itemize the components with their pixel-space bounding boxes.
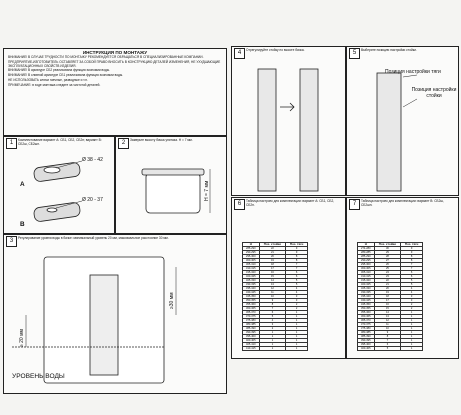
- table-cell: 395-400: [358, 343, 375, 347]
- valve-left: [258, 69, 276, 191]
- table-cell: 1: [286, 343, 308, 347]
- table-cell: 1: [401, 343, 423, 347]
- table-cell: 13: [374, 315, 401, 319]
- table-cell: 360-365: [243, 307, 260, 311]
- table-cell: 6: [401, 275, 423, 279]
- instruction-paragraph: ПРЕДПРИЯТИЕ-ИЗГОТОВИТЕЛЬ ОСТАВЛЯЕТ ЗА СОБОЙ ПРАВО ВНОСИТЬ В КОНСТРУКЦИЮ ДЕТАЛЕЙ ИЗМЕНЕНИЯ, НЕ УХУДШАЮЩИЕ ЭКСПЛУАТАЦИОННЫХ СВОЙСТВ ИЗДЕЛИЯ.: [8, 59, 221, 68]
- table-cell: 2: [401, 303, 423, 307]
- table-cell: 1: [401, 339, 423, 343]
- table-cell: 3: [401, 299, 423, 303]
- table-cell: 20: [259, 255, 286, 259]
- table-cell: 21: [374, 283, 401, 287]
- table-cell: 295-300: [358, 263, 375, 267]
- step-5-panel: [346, 46, 459, 196]
- table-header: H: [243, 243, 260, 247]
- table-cell: 355-360: [358, 311, 375, 315]
- table-cell: 360-365: [358, 315, 375, 319]
- table-cell: 1: [286, 311, 308, 315]
- settings-table-b: [357, 242, 423, 351]
- table-cell: 14: [259, 279, 286, 283]
- table-cell: 320-325: [358, 283, 375, 287]
- step-6-panel: [231, 197, 346, 359]
- table-cell: 2: [259, 327, 286, 331]
- table-cell: 2: [286, 303, 308, 307]
- instruction-paragraph: ПРИМЕЧАНИЕ: в ходе монтажа следите за чистотой деталей.: [8, 82, 101, 87]
- table-cell: 1: [286, 319, 308, 323]
- table-cell: 4: [286, 287, 308, 291]
- step-7-panel: [346, 197, 459, 359]
- table-cell: 305-310: [358, 271, 375, 275]
- table-cell: 340-345: [358, 299, 375, 303]
- step-2-drawing: [116, 137, 227, 234]
- table-cell: 6: [286, 275, 308, 279]
- dimension-h: H = 7 мм: [204, 180, 210, 201]
- table-cell: 380-385: [358, 331, 375, 335]
- dimension-20: ≥ 20 мм: [19, 329, 25, 347]
- valve-body: [377, 73, 401, 191]
- table-cell: 380-385: [243, 323, 260, 327]
- table-cell: 8: [374, 335, 401, 339]
- table-header: Поз. стойки: [259, 243, 286, 247]
- step-number: 7: [349, 199, 360, 210]
- table-cell: 350-355: [243, 299, 260, 303]
- table-cell: 8: [286, 255, 308, 259]
- step-1-panel: [3, 136, 115, 234]
- table-cell: 295-300: [243, 255, 260, 259]
- table-cell: 1: [286, 335, 308, 339]
- table-cell: 16: [259, 271, 286, 275]
- table-cell: 5: [286, 283, 308, 287]
- table-cell: 335-340: [243, 287, 260, 291]
- dimension-30: ≥30 мм: [169, 292, 175, 309]
- step-3-text: Регулирование уровня воды в бачке: минимальный уровень 20 мм, максимальное расстояние 30 мм.: [18, 236, 169, 240]
- tank-lid: [142, 169, 204, 175]
- table-cell: 30: [374, 247, 401, 251]
- table-cell: 8: [401, 259, 423, 263]
- step-4-panel: [231, 46, 346, 196]
- table-cell: 1: [401, 323, 423, 327]
- table-cell: 19: [259, 259, 286, 263]
- table-cell: 3: [259, 323, 286, 327]
- table-cell: 9: [374, 331, 401, 335]
- table-cell: 9: [286, 247, 308, 251]
- table-cell: 6: [401, 271, 423, 275]
- step-2-panel: [115, 136, 227, 234]
- table-cell: 390-395: [358, 339, 375, 343]
- table-cell: 22: [374, 279, 401, 283]
- table-cell: 23: [374, 275, 401, 279]
- table-cell: 6: [286, 271, 308, 275]
- table-cell: 7: [286, 267, 308, 271]
- instruction-paragraph: ВНИМАНИЕ! В арматуре СБ2 реализована функция экономии воды.: [8, 68, 110, 73]
- dimension-a: Ø 38 - 42: [82, 157, 103, 163]
- table-cell: 355-360: [243, 303, 260, 307]
- table-cell: 325-330: [358, 287, 375, 291]
- table-cell: 4: [286, 291, 308, 295]
- table-cell: 1: [286, 327, 308, 331]
- table-cell: 19: [374, 291, 401, 295]
- table-cell: 9: [286, 251, 308, 255]
- part-b-shape: [33, 202, 81, 222]
- table-cell: 274-280: [358, 247, 375, 251]
- table-cell: 16: [374, 303, 401, 307]
- table-header: Поз. тяги: [401, 243, 423, 247]
- table-cell: 305-310: [243, 263, 260, 267]
- table-cell: 365-370: [243, 311, 260, 315]
- table-cell: 9: [401, 251, 423, 255]
- valve-body: [90, 275, 118, 375]
- table-cell: 15: [374, 307, 401, 311]
- table-cell: 6: [374, 343, 401, 347]
- table-cell: 1: [401, 347, 423, 351]
- instructions-title: ИНСТРУКЦИЯ ПО МОНТАЖУ: [82, 50, 148, 55]
- instruction-paragraph: ВНИМАНИЕ! В сливной арматуре СБ1 реализована функция экономии воды.: [8, 73, 124, 78]
- table-cell: 17: [259, 267, 286, 271]
- table-cell: 2: [286, 307, 308, 311]
- table-cell: 400-405: [243, 339, 260, 343]
- table-cell: 18: [259, 263, 286, 267]
- label-b: B: [20, 221, 25, 228]
- table-cell: 395-400: [243, 335, 260, 339]
- table-cell: 5: [401, 283, 423, 287]
- table-cell: 385-390: [243, 327, 260, 331]
- table-cell: 7: [401, 267, 423, 271]
- table-cell: 29: [374, 251, 401, 255]
- settings-table-a: [242, 242, 308, 351]
- adjust-arrow: [280, 103, 294, 111]
- table-cell: 1: [259, 335, 286, 339]
- table-cell: 11: [259, 291, 286, 295]
- table-cell: 370-375: [243, 315, 260, 319]
- table-cell: 1: [259, 347, 286, 351]
- part-b-hole: [47, 208, 57, 212]
- table-cell: 10: [259, 295, 286, 299]
- stand-position-label: Позиция настройки стойки: [411, 87, 457, 99]
- table-cell: 10: [374, 327, 401, 331]
- table-cell: 345-350: [243, 295, 260, 299]
- dimension-b: Ø 20 - 37: [82, 197, 103, 203]
- step-number: 3: [6, 236, 17, 247]
- table-cell: 280-285: [358, 251, 375, 255]
- table-cell: 7: [374, 339, 401, 343]
- table-cell: 1: [259, 343, 286, 347]
- step-5-text: Выберите позицию настройки стойки.: [361, 48, 417, 52]
- table-row: [243, 347, 308, 351]
- step-number: 2: [118, 138, 129, 149]
- table-cell: 1: [401, 331, 423, 335]
- table-cell: 12: [374, 319, 401, 323]
- table-cell: 315-320: [243, 271, 260, 275]
- step-number: 6: [234, 199, 245, 210]
- table-cell: 345-350: [358, 303, 375, 307]
- step-7-text: Таблица настроек для комплектации: вариант В: СБ2ш, СБ2шн.: [361, 199, 444, 207]
- table-cell: 1: [286, 315, 308, 319]
- table-header: Поз. стойки: [374, 243, 401, 247]
- instructions-panel: [3, 48, 227, 136]
- table-cell: 325-330: [243, 279, 260, 283]
- table-row: [358, 347, 423, 351]
- step-number: 1: [6, 138, 17, 149]
- table-cell: 11: [374, 323, 401, 327]
- table-cell: 12: [259, 287, 286, 291]
- table-header: Поз. тяги: [286, 243, 308, 247]
- table-cell: 310-315: [358, 275, 375, 279]
- table-cell: 8: [286, 259, 308, 263]
- step-2-text: Замерьте высоту бачка унитаза. Н = 7 мм.: [130, 138, 193, 142]
- table-cell: 290-295: [358, 259, 375, 263]
- table-cell: 385-390: [358, 335, 375, 339]
- table-cell: 375-380: [358, 327, 375, 331]
- table-cell: 1: [401, 311, 423, 315]
- table-cell: 320-325: [243, 275, 260, 279]
- table-cell: 3: [286, 295, 308, 299]
- table-cell: 330-335: [358, 291, 375, 295]
- table-cell: 15: [259, 275, 286, 279]
- table-cell: 27: [374, 259, 401, 263]
- instruction-paragraph: ВНИМАНИЕ! В СЛУЧАЕ ТРУДНОСТИ ПО МОНТАЖУ РЕКОМЕНДУЕТСЯ ОБРАЩАТЬСЯ В СПЕЦИАЛИЗИРОВАННЫЕ КОМПАНИИ.: [8, 55, 204, 59]
- step-3-panel: [3, 234, 227, 394]
- part-a-hole: [44, 167, 60, 173]
- table-cell: 335-340: [358, 295, 375, 299]
- table-header: H: [358, 243, 375, 247]
- table-cell: 1: [259, 331, 286, 335]
- step-3-drawing: [4, 235, 227, 394]
- table-cell: 1: [259, 339, 286, 343]
- table-cell: 5: [259, 315, 286, 319]
- table-cell: 7: [401, 263, 423, 267]
- table-cell: 9: [401, 247, 423, 251]
- step-number: 5: [349, 48, 360, 59]
- table-cell: 4: [401, 291, 423, 295]
- step-4-drawing: [232, 47, 346, 196]
- table-cell: 3: [286, 299, 308, 303]
- valve-right: [300, 69, 318, 191]
- table-cell: 8: [401, 255, 423, 259]
- tank-outline: [146, 173, 200, 213]
- table-cell: 28: [374, 255, 401, 259]
- table-cell: 5: [286, 279, 308, 283]
- instruction-paragraph: НЕ ИСПОЛЬЗОВАТЬ ключи гаечные, разводные и т.п.: [8, 77, 88, 82]
- water-level-label: УРОВЕНЬ ВОДЫ: [12, 373, 65, 380]
- step-6-text: Таблица настроек для комплектации: вариант А: СБ1, СБ2, СБ2н.: [246, 199, 335, 207]
- table-cell: 370-375: [358, 323, 375, 327]
- table-cell: 1: [286, 339, 308, 343]
- table-cell: 26: [374, 263, 401, 267]
- label-a: A: [20, 181, 25, 188]
- table-cell: 5: [401, 279, 423, 283]
- table-cell: 4: [401, 287, 423, 291]
- table-cell: 330-335: [243, 283, 260, 287]
- table-cell: 300-305: [243, 259, 260, 263]
- table-cell: 24: [374, 271, 401, 275]
- table-cell: 340-345: [243, 291, 260, 295]
- table-cell: 9: [259, 299, 286, 303]
- table-cell: 1: [401, 327, 423, 331]
- table-cell: 405-410: [243, 343, 260, 347]
- table-cell: 350-355: [358, 307, 375, 311]
- tank-position-label: Позиция настройки тяги: [385, 69, 441, 75]
- table-cell: 390-395: [243, 331, 260, 335]
- table-cell: 300-305: [358, 267, 375, 271]
- table-cell: 3: [401, 295, 423, 299]
- table-cell: 17: [374, 299, 401, 303]
- table-cell: 4: [259, 319, 286, 323]
- table-cell: 13: [259, 283, 286, 287]
- table-cell: 8: [259, 303, 286, 307]
- step-4-text: Отрегулируйте стойку по высоте бачка.: [246, 48, 305, 52]
- table-cell: 1: [401, 335, 423, 339]
- table-cell: 365-370: [358, 319, 375, 323]
- table-cell: 14: [374, 311, 401, 315]
- step-1-text: Комплектование вариант А: СБ1, СБ2, СБ2н; вариант В: СБ2ш, СБ2шн.: [18, 138, 102, 146]
- step-number: 4: [234, 48, 245, 59]
- table-cell: 1: [286, 331, 308, 335]
- table-cell: 1: [401, 315, 423, 319]
- table-cell: 20: [374, 287, 401, 291]
- table-cell: 2: [401, 307, 423, 311]
- table-cell: 7: [259, 307, 286, 311]
- instructions-body: [8, 56, 222, 88]
- table-cell: 21: [259, 251, 286, 255]
- table-cell: 315-320: [358, 279, 375, 283]
- table-cell: 410-415: [243, 347, 260, 351]
- table-cell: 7: [286, 263, 308, 267]
- table-cell: 285-290: [358, 255, 375, 259]
- table-cell: 18: [374, 295, 401, 299]
- table-cell: 1: [286, 347, 308, 351]
- table-cell: 375-380: [243, 319, 260, 323]
- table-cell: 1: [401, 319, 423, 323]
- table-cell: 290-295: [243, 251, 260, 255]
- table-cell: 25: [374, 267, 401, 271]
- table-cell: 5: [374, 347, 401, 351]
- table-cell: 22: [259, 247, 286, 251]
- table-cell: 310-315: [243, 267, 260, 271]
- table-cell: 400-405: [358, 347, 375, 351]
- table-cell: 285-290: [243, 247, 260, 251]
- table-cell: 1: [286, 323, 308, 327]
- table-cell: 6: [259, 311, 286, 315]
